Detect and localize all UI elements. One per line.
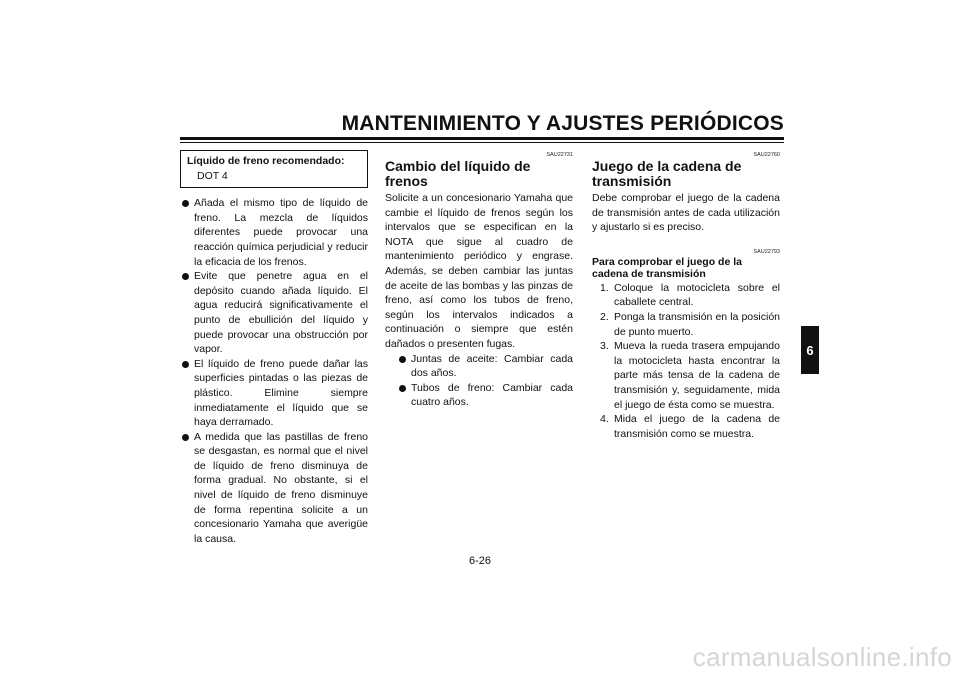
section-title-chain-slack: Juego de la cadena de transmisión: [592, 158, 742, 189]
steps-list: [592, 281, 780, 442]
list-item: El líquido de freno puede dañar las superficies pintadas o las piezas de plástico. Elimine siempre inmediatamente el líquido que se haya derramado.: [180, 357, 368, 430]
column-2: [385, 150, 573, 410]
list-item: A medida que las pastillas de freno se desgastan, es normal que el nivel de líquido de freno disminuya de forma gradual. No obstante, si el nivel de líquido de freno disminuye de forma repentina solicite a un concesionario Yamaha que averigüe la causa.: [180, 430, 368, 547]
list-item: Juntas de aceite: Cambiar cada dos años.: [397, 352, 573, 381]
list-item: Tubos de freno: Cambiar cada cuatro años.: [397, 381, 573, 410]
section-code: SAU22731: [546, 152, 573, 158]
spec-box: [180, 150, 368, 188]
bullet-icon: [182, 434, 189, 441]
list-item: 3. Mueva la rueda trasera empujando la motocicleta hasta encontrar la parte más tensa de la cadena de transmisión y, seguidamente, mida el juego de ésta como se muestra.: [600, 340, 780, 411]
section-body: Solicite a un concesionario Yamaha que cambie el líquido de frenos según los intervalos que se especifican en la NOTA que sigue al cuadro de mantenimiento periódico y engrase. Además, se deben cambiar las juntas de aceite de las bombas y las pinzas de freno, así como los tubos de freno, según los intervalos indicados a continuación o siempre que estén dañados o presenten fugas.: [385, 192, 573, 350]
bullet-icon: [399, 385, 406, 392]
list-item: 4. Mida el juego de la cadena de transmisión como se muestra.: [600, 413, 780, 440]
watermark: carmanualsonline.info: [692, 642, 952, 672]
subsection-title-check-chain: Para comprobar el juego de la cadena de transmisión: [592, 255, 742, 280]
header-rule-thick: [180, 137, 784, 140]
page-header-title: MANTENIMIENTO Y AJUSTES PERIÓDICOS: [341, 112, 784, 135]
list-item: 2. Ponga la transmisión en la posición de punto muerto.: [600, 310, 780, 338]
column-1: [180, 150, 368, 546]
spec-title: Líquido de freno recomendado:: [187, 155, 345, 167]
spec-value: DOT 4: [197, 169, 228, 182]
bullet-icon: [182, 273, 189, 280]
column-3: [592, 150, 780, 441]
page-number: 6-26: [468, 555, 492, 567]
replacement-list: [385, 352, 573, 410]
list-item: 1. Coloque la motocicleta sobre el caballete central.: [600, 281, 780, 309]
section-body: Debe comprobar el juego de la cadena de transmisión antes de cada utilización y ajustarlo si es preciso.: [592, 192, 780, 234]
chapter-tab: 6: [801, 326, 819, 374]
bullet-icon: [399, 356, 406, 363]
header-rule-thin: [180, 142, 784, 143]
section-code: SAU22760: [753, 152, 780, 158]
section-code: SAU22793: [753, 248, 780, 255]
list-item: Evite que penetre agua en el depósito cuando añada líquido. El agua reducirá significativamente el punto de ebullición del líquido y puede provocar una obstrucción por vapor.: [180, 269, 368, 357]
section-title-brake-fluid: Cambio del líquido de frenos: [385, 158, 531, 189]
list-item: Añada el mismo tipo de líquido de freno. La mezcla de líquidos diferentes puede provocar una reacción química perjudicial y reducir la eficacia de los frenos.: [180, 196, 368, 269]
bullet-icon: [182, 361, 189, 368]
notes-list: [180, 196, 368, 546]
bullet-icon: [182, 200, 189, 207]
